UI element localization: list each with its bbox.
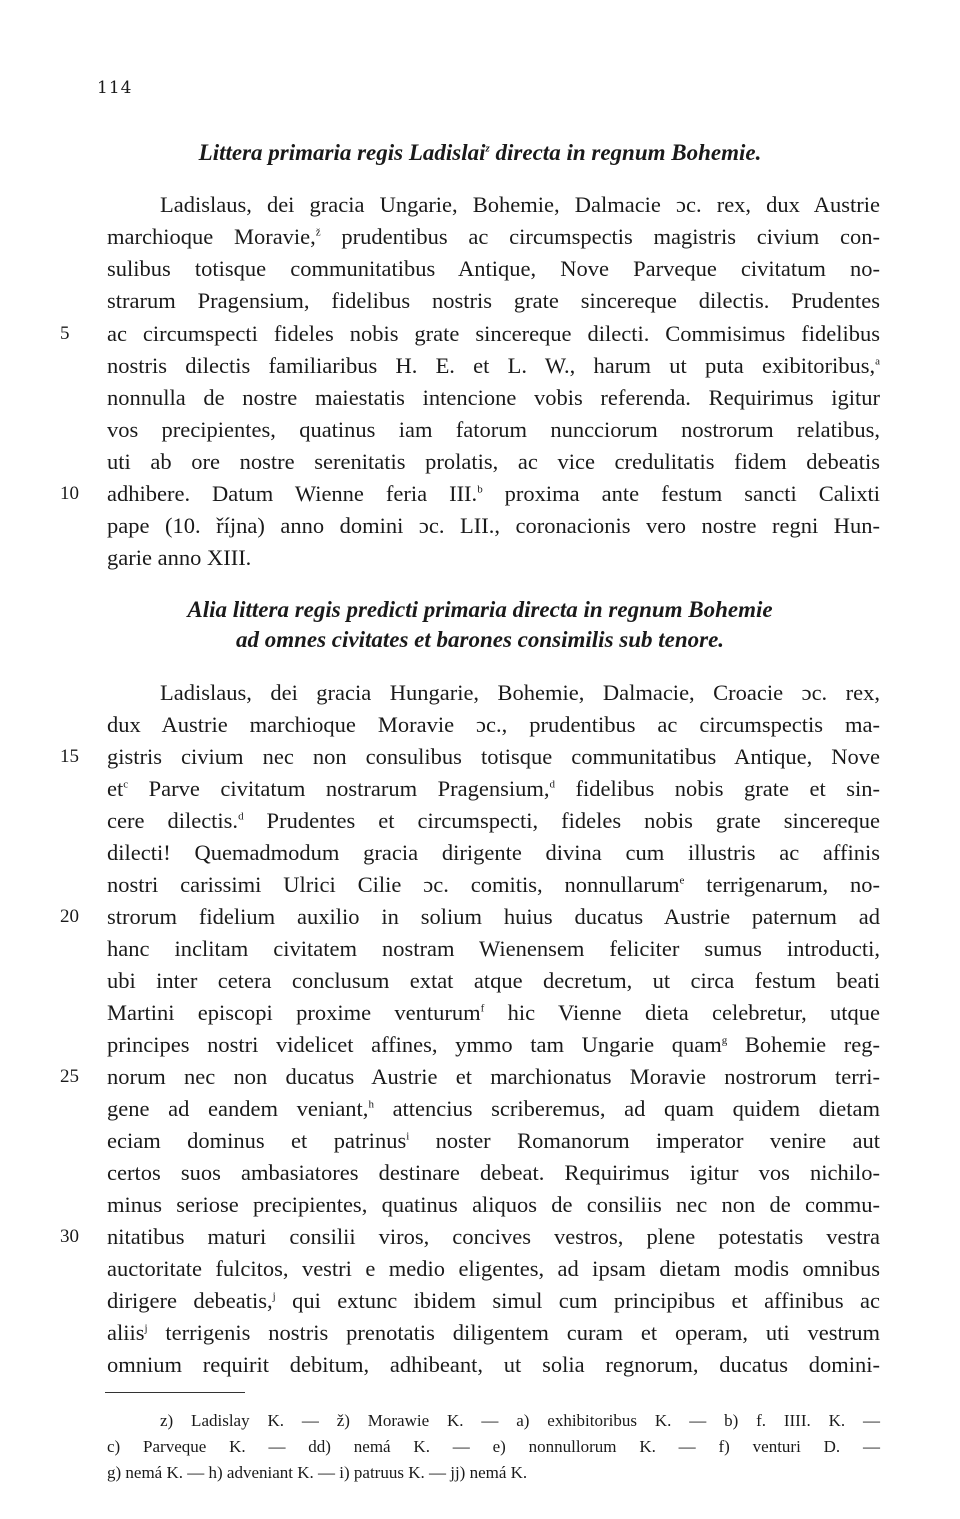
- text-line: gene ad eandem veniant,$^h$ attencius scriberemus, ad quam quidem dietam: [107, 1096, 880, 1121]
- text-line: omnium requirit debitum, adhibeant, ut solia regnorum, ducatus domini-: [107, 1352, 880, 1377]
- line-number: 15: [60, 746, 79, 767]
- text-line: vos precipientes, quatinus iam fatorum nuncciorum nostrorum relatibus,: [107, 417, 880, 442]
- text-line: Ladislaus, dei gracia Ungarie, Bohemie, Dalmacie ɔc. rex, dux Austrie: [160, 192, 880, 217]
- text-line: Martini episcopi proxime venturum$^f$ hic Vienne dieta celebretur, utque: [107, 1000, 881, 1025]
- text-line: strorum fidelium auxilio in solium huius ducatus Austrie paternum ad: [107, 904, 880, 929]
- line-number: 5: [60, 323, 70, 344]
- text-line: adhibere. Datum Wienne feria III.$^b$ proxima ante festum sancti Calixti: [107, 481, 880, 506]
- text-line: principes nostri videlicet affines, ymmo tam Ungarie quam$^g$ Bohemie reg-: [107, 1032, 880, 1057]
- text-line: nonnulla de nostre maiestatis intencione vobis referenda. Requirimus igitur: [107, 385, 880, 410]
- footnote-line: g) nemá K. — h) adveniant K. — i) patruus K. — jj) nemá K.: [107, 1463, 528, 1482]
- letter-2-title-line-1: Alia littera regis predicti primaria directa in regnum Bohemie: [187, 597, 773, 622]
- text-line: nostris dilectis familiaribus H. E. et L. W., harum ut puta exibitoribus,$^a$: [107, 353, 880, 378]
- text-line: ubi inter cetera conclusum extat atque decretum, ut circa festum beati: [107, 968, 880, 993]
- text-line: garie anno XIII.: [107, 545, 252, 570]
- text-line: nitatibus maturi consilii viros, concives vestros, plene potestatis vestra: [107, 1224, 880, 1249]
- text-line: nostri carissimi Ulrici Cilie ɔc. comitis, nonnullarum$^e$ terrigenarum, no-: [107, 872, 880, 897]
- footnote-line: c) Parveque K. — dd) nemá K. — e) nonnullorum K. — f) venturi D. —: [107, 1437, 880, 1456]
- text-line: hanc inclitam civitatem nostram Wienensem feliciter sumus introducti,: [107, 936, 880, 961]
- text-line: dilecti! Quemadmodum gracia dirigente divina cum illustris ac affinis: [107, 840, 880, 865]
- text-line: dirigere debeatis,$^j$ qui extunc ibidem simul cum principibus et affinibus ac: [107, 1288, 880, 1313]
- letter-2-title-line-2: ad omnes civitates et barones consimilis sub tenore.: [235, 627, 725, 652]
- line-number: 25: [60, 1066, 79, 1087]
- footnote-divider: [105, 1392, 245, 1393]
- footnote-line: z) Ladislay K. — ž) Morawie K. — a) exhibitoribus K. — b) f. IIII. K. —: [160, 1411, 880, 1430]
- line-number: 20: [60, 906, 79, 927]
- text-line: dux Austrie marchioque Moravie ɔc., prudentibus ac circumspectis ma-: [107, 712, 880, 737]
- text-line: gistris civium nec non consulibus totisque communitatibus Antique, Nove: [107, 744, 880, 769]
- text-line: auctoritate fulcitos, vestri e medio eligentes, ad ipsam dietam modis omnibus: [107, 1256, 880, 1281]
- text-line: uti ab ore nostre serenitatis prolatis, ac vice credulitatis fidem debeatis: [107, 449, 880, 474]
- text-line: certos suos ambasiatores destinare debeat. Requirimus igitur vos nichilo-: [107, 1160, 880, 1185]
- text-line: aliis$^j$ terrigenis nostris prenotatis diligentem curam et operam, uti vestrum: [107, 1320, 880, 1345]
- text-line: sulibus totisque communitatibus Antique, Nove Parveque civitatum no-: [107, 256, 880, 281]
- letter-1-title: Littera primaria regis Ladislai$^z$ directa in regnum Bohemie.: [198, 140, 762, 165]
- text-line: Ladislaus, dei gracia Hungarie, Bohemie, Dalmacie, Croacie ɔc. rex,: [160, 680, 880, 705]
- text-line: marchioque Moravie,$^ž$ prudentibus ac circumspectis magistris civium con-: [107, 224, 880, 249]
- line-number: 30: [60, 1226, 79, 1247]
- page-number: 114: [97, 78, 133, 98]
- text-line: norum nec non ducatus Austrie et marchionatus Moravie nostrorum terri-: [107, 1064, 880, 1089]
- text-line: $et^c$ Parve civitatum nostrarum Pragensium,$^d$ fidelibus nobis grate et sin-: [107, 776, 880, 801]
- text-line: ac circumspecti fideles nobis grate sincereque dilecti. Commisimus fidelibus: [107, 321, 880, 346]
- text-line: eciam dominus et patrinus$^i$ noster Romanorum imperator venire aut: [107, 1128, 880, 1153]
- text-line: cere dilectis.$^d$ Prudentes et circumspecti, fideles nobis grate sincereque: [107, 808, 880, 833]
- text-line: strarum Pragensium, fidelibus nostris grate sincereque dilectis. Prudentes: [107, 288, 880, 313]
- line-number: 10: [60, 483, 79, 504]
- text-line: minus seriose precipientes, quatinus aliquos de consiliis nec non de commu-: [107, 1192, 880, 1217]
- text-line: pape (10. října) anno domini ɔc. LII., coronacionis vero nostre regni Hun-: [107, 513, 880, 538]
